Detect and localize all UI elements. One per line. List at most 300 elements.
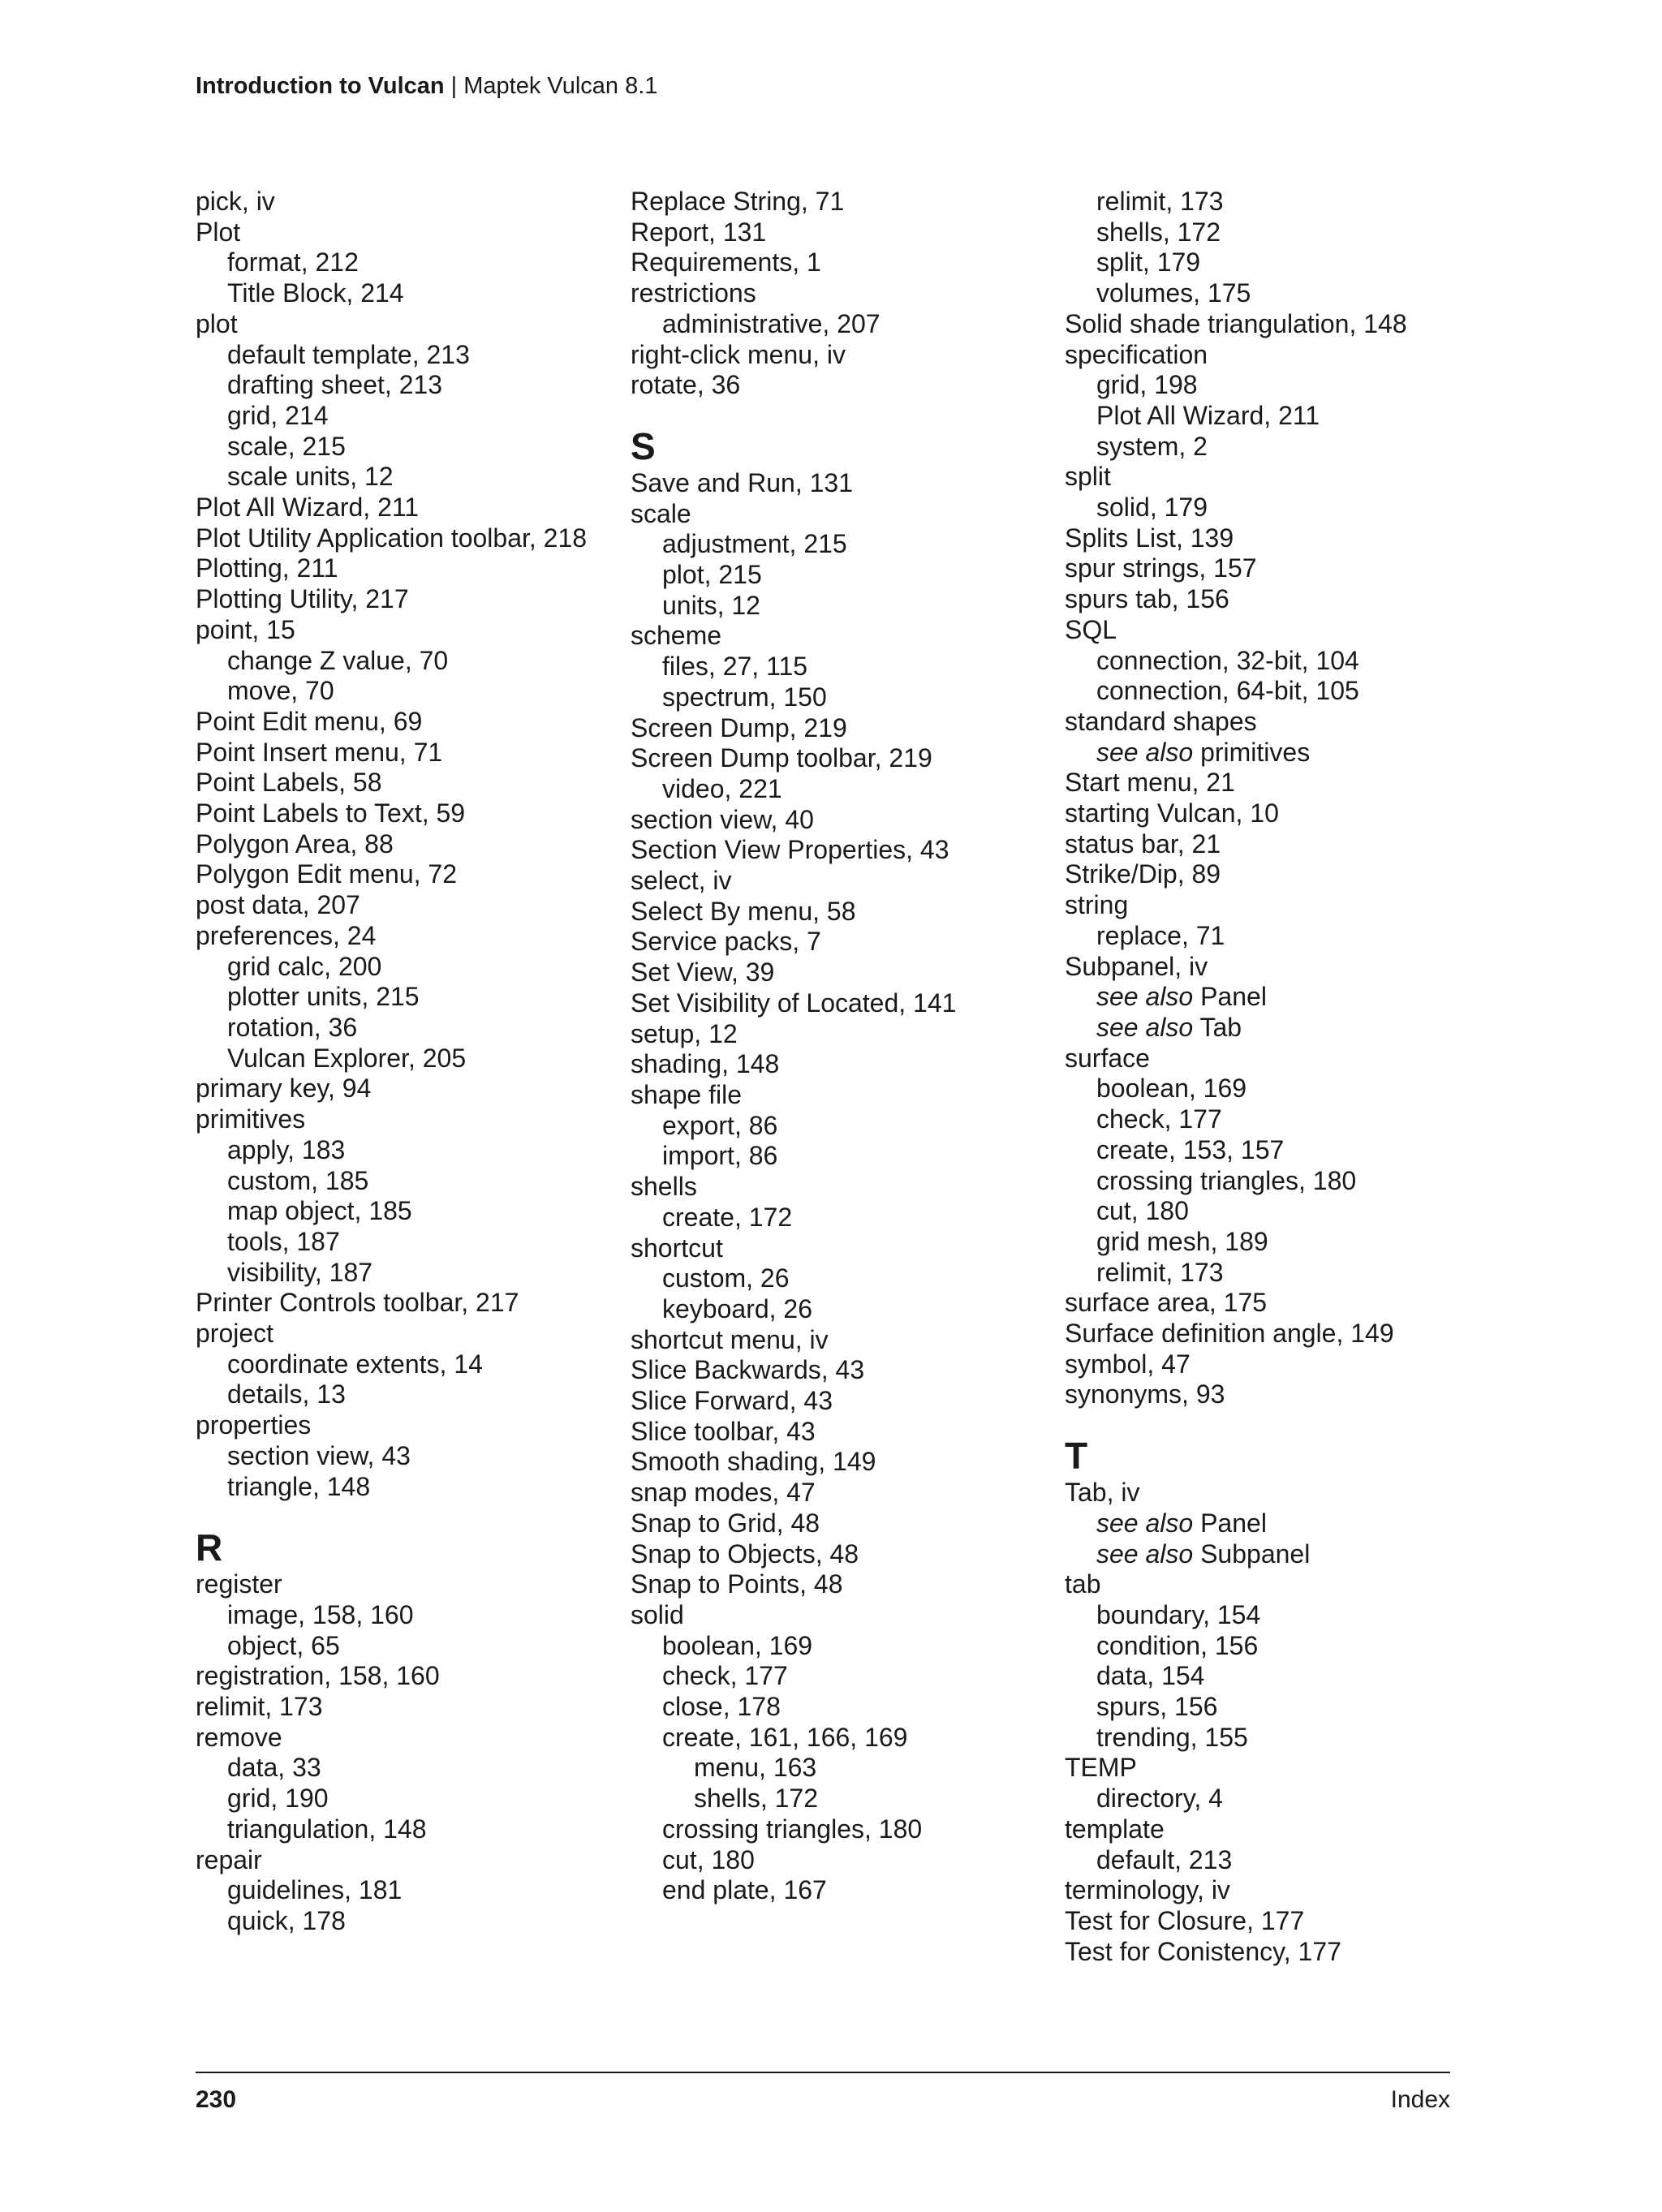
index-entry <box>1065 1875 1487 1906</box>
index-entry <box>631 247 1053 278</box>
index-entry-text: object, 65 <box>227 1630 340 1660</box>
index-entry-text: Slice toolbar, 43 <box>631 1416 816 1446</box>
index-entry-text: register <box>196 1569 282 1599</box>
index-entry-text: cut, 180 <box>662 1844 755 1874</box>
index-entry <box>631 743 1053 774</box>
index-entry <box>196 1074 618 1104</box>
index-entry-text: Point Edit menu, 69 <box>196 706 423 736</box>
index-entry-text: export, 86 <box>662 1110 778 1140</box>
index-entry <box>1065 798 1487 829</box>
index-entry-text: drafting sheet, 213 <box>227 370 443 400</box>
index-entry <box>631 927 1053 958</box>
index-entry <box>631 866 1053 897</box>
index-entry-text: Plotting, 211 <box>196 553 338 583</box>
index-entry-text: pick, iv <box>196 187 275 216</box>
index-entry-text: menu, 163 <box>694 1753 817 1783</box>
index-entry <box>631 278 1053 309</box>
index-entry-text: move, 70 <box>227 676 334 706</box>
index-letter-heading: S <box>631 424 656 467</box>
index-entry-text: Point Insert menu, 71 <box>196 737 443 767</box>
index-entry-text: symbol, 47 <box>1065 1349 1191 1379</box>
index-entry-text: apply, 183 <box>227 1134 346 1164</box>
index-entry-text: check, 177 <box>1096 1104 1222 1134</box>
index-entry-text: data, 33 <box>227 1753 321 1783</box>
index-entry-text: Plot <box>196 217 241 247</box>
index-entry-text: Snap to Grid, 48 <box>631 1508 820 1538</box>
index-subentry <box>1065 646 1487 677</box>
index-subentry <box>1065 432 1487 463</box>
index-subentry <box>631 529 1053 560</box>
index-subentry <box>1065 1166 1487 1197</box>
index-subentry <box>196 1784 618 1814</box>
index-subentry <box>1065 1784 1487 1814</box>
index-subentry <box>196 676 618 707</box>
index-entry-text: Replace String, 71 <box>631 187 845 216</box>
cross-reference-label: see also <box>1096 1012 1194 1042</box>
index-entry <box>631 1355 1053 1386</box>
index-entry-text: trending, 155 <box>1096 1722 1248 1752</box>
index-subentry <box>631 682 1053 713</box>
index-entry-text: create, 161, 166, 169 <box>662 1722 908 1752</box>
index-subentry <box>196 247 618 278</box>
index-entry-text: tab <box>1065 1569 1101 1599</box>
index-entry-text: files, 27, 115 <box>662 652 808 682</box>
index-entry <box>196 1692 618 1723</box>
index-entry-text: guidelines, 181 <box>227 1875 403 1905</box>
index-entry <box>196 1288 618 1319</box>
index-entry-text: visibility, 187 <box>227 1257 373 1287</box>
index-entry <box>631 1478 1053 1508</box>
index-entry-text: Subpanel <box>1193 1539 1311 1569</box>
index-entry-text: plot, 215 <box>662 560 762 590</box>
index-entry <box>1065 829 1487 860</box>
index-entry <box>1065 553 1487 584</box>
index-entry <box>1065 1906 1487 1937</box>
index-entry-text: Test for Conistency, 177 <box>1065 1936 1341 1966</box>
index-subentry <box>196 1044 618 1074</box>
index-entry-text: rotation, 36 <box>227 1012 358 1042</box>
index-subentry <box>196 278 618 309</box>
index-entry <box>196 523 618 554</box>
index-entry-text: scale, 215 <box>227 431 346 461</box>
index-entry <box>631 499 1053 530</box>
index-entry-text: tools, 187 <box>227 1226 340 1256</box>
index-subentry <box>196 1013 618 1044</box>
index-entry-text: Set View, 39 <box>631 958 775 988</box>
index-subentry <box>1065 493 1487 523</box>
index-subentry <box>196 646 618 677</box>
index-entry <box>1065 1478 1487 1508</box>
cross-reference-label: see also <box>1096 1539 1194 1569</box>
index-subentry <box>1065 1258 1487 1289</box>
index-entry-text: end plate, 167 <box>662 1875 827 1905</box>
index-subentry <box>196 1227 618 1258</box>
index-subentry <box>196 952 618 983</box>
page-number: 230 <box>196 2086 237 2113</box>
index-subentry <box>1065 1539 1487 1570</box>
index-entry-text: Screen Dump, 219 <box>631 712 847 742</box>
index-entry-text: default template, 213 <box>227 339 470 369</box>
index-entry <box>631 958 1053 988</box>
cross-reference-label: see also <box>1096 737 1194 767</box>
index-entry-text: primitives <box>196 1104 306 1134</box>
index-entry-text: import, 86 <box>662 1141 778 1171</box>
index-subentry <box>631 1692 1053 1723</box>
index-entry <box>196 1410 618 1441</box>
index-subentry <box>196 462 618 493</box>
index-entry-text: system, 2 <box>1096 431 1208 461</box>
index-entry-text: repair <box>196 1844 262 1874</box>
index-entry-text: video, 221 <box>662 773 782 803</box>
index-entry-text: standard shapes <box>1065 706 1257 736</box>
index-entry-text: Select By menu, 58 <box>631 896 856 926</box>
index-entry-text: Tab <box>1193 1012 1242 1042</box>
index-entry-text: scale <box>631 498 691 528</box>
index-entry <box>631 1325 1053 1356</box>
index-entry-text: surface <box>1065 1043 1150 1073</box>
index-entry <box>1065 1044 1487 1074</box>
index-entry-text: change Z value, 70 <box>227 645 449 675</box>
index-entry-text: connection, 32-bit, 104 <box>1096 645 1359 675</box>
index-subentry <box>196 1441 618 1472</box>
index-entry-text: registration, 158, 160 <box>196 1661 440 1691</box>
index-entry-text: adjustment, 215 <box>662 529 847 559</box>
index-entry-text: spurs tab, 156 <box>1065 584 1229 614</box>
index-entry <box>631 1508 1053 1539</box>
index-column-3 <box>1065 187 1487 1967</box>
index-subentry <box>1065 1631 1487 1662</box>
index-subentry <box>1065 738 1487 768</box>
index-entry-text: data, 154 <box>1096 1661 1205 1691</box>
index-entry-text: remove <box>196 1722 282 1752</box>
index-subentry <box>196 1135 618 1166</box>
index-entry-text: triangulation, 148 <box>227 1814 427 1844</box>
index-entry-text: grid calc, 200 <box>227 951 382 981</box>
index-entry-text: Section View Properties, 43 <box>631 835 949 865</box>
index-subentry <box>1065 278 1487 309</box>
index-entry <box>1065 340 1487 371</box>
index-entry-text: Screen Dump toolbar, 219 <box>631 743 932 773</box>
index-entry-text: setup, 12 <box>631 1018 738 1048</box>
index-entry-text: relimit, 173 <box>1096 187 1224 216</box>
index-entry-text: Requirements, 1 <box>631 247 821 278</box>
index-entry-text: TEMP <box>1065 1753 1137 1783</box>
index-subentry <box>1065 217 1487 248</box>
index-entry <box>196 1569 618 1600</box>
index-entry-text: status bar, 21 <box>1065 828 1221 859</box>
index-entry <box>1065 1814 1487 1845</box>
index-entry-text: spur strings, 157 <box>1065 553 1257 583</box>
index-subentry <box>1065 1508 1487 1539</box>
index-subentry <box>631 1294 1053 1325</box>
index-entry <box>1065 952 1487 983</box>
index-entry <box>631 1386 1053 1417</box>
index-entry-text: crossing triangles, 180 <box>662 1814 923 1844</box>
index-entry <box>1065 309 1487 340</box>
index-entry-text: close, 178 <box>662 1692 781 1722</box>
index-entry <box>196 1661 618 1692</box>
index-subentry <box>1065 1196 1487 1227</box>
index-entry-text: units, 12 <box>662 590 760 620</box>
index-entry <box>196 553 618 584</box>
index-subentry <box>631 1723 1053 1754</box>
index-entry <box>631 1233 1053 1264</box>
index-entry-text: specification <box>1065 339 1208 369</box>
index-subentry <box>196 432 618 463</box>
index-subentry <box>196 1166 618 1197</box>
index-entry-text: properties <box>196 1410 312 1440</box>
index-subentry <box>196 1875 618 1906</box>
index-entry-text: Smooth shading, 149 <box>631 1447 876 1477</box>
index-entry <box>1065 1379 1487 1410</box>
footer-divider <box>196 2072 1450 2073</box>
index-entry-text: Panel <box>1193 1508 1267 1538</box>
index-entry <box>631 370 1053 401</box>
index-entry-text: custom, 185 <box>227 1165 369 1195</box>
index-subentry <box>196 1753 618 1784</box>
index-subentry <box>631 774 1053 805</box>
index-entry <box>1065 584 1487 615</box>
index-letter-heading: T <box>1065 1435 1088 1478</box>
index-entry <box>1065 523 1487 554</box>
index-entry <box>1065 859 1487 890</box>
index-entry <box>631 835 1053 866</box>
index-subentry <box>631 1845 1053 1876</box>
index-entry-text: Tab, iv <box>1065 1478 1140 1508</box>
index-entry-text: condition, 156 <box>1096 1630 1259 1660</box>
index-entry-text: select, iv <box>631 866 732 896</box>
index-entry-text: boolean, 169 <box>1096 1074 1247 1104</box>
index-entry-text: image, 158, 160 <box>227 1599 414 1629</box>
index-subentry <box>196 1814 618 1845</box>
index-entry-text: Test for Closure, 177 <box>1065 1905 1305 1935</box>
index-entry <box>1065 1753 1487 1784</box>
index-entry-text: Start menu, 21 <box>1065 768 1235 798</box>
index-entry <box>631 1172 1053 1203</box>
index-subentry <box>1065 1661 1487 1692</box>
index-entry-text: relimit, 173 <box>196 1692 323 1722</box>
index-entry-text: Point Labels to Text, 59 <box>196 798 466 828</box>
index-subentry <box>1065 1104 1487 1135</box>
index-entry-text: quick, 178 <box>227 1905 346 1935</box>
index-entry-text: replace, 71 <box>1096 920 1225 950</box>
index-entry-text: Polygon Edit menu, 72 <box>196 859 457 889</box>
index-entry-text: Save and Run, 131 <box>631 467 853 497</box>
index-entry-text: section view, 40 <box>631 804 814 834</box>
index-entry-text: Strike/Dip, 89 <box>1065 859 1221 889</box>
index-entry <box>1065 462 1487 493</box>
index-subentry <box>631 1875 1053 1906</box>
index-entry-text: Solid shade triangulation, 148 <box>1065 308 1407 338</box>
index-entry-text: Set Visibility of Located, 141 <box>631 988 957 1018</box>
index-entry <box>196 309 618 340</box>
index-entry-text: snap modes, 47 <box>631 1478 816 1508</box>
index-subentry <box>196 1631 618 1662</box>
index-subentry <box>631 1753 1053 1784</box>
index-subentry <box>1065 1227 1487 1258</box>
page-header <box>196 70 657 102</box>
index-entry-text: Title Block, 214 <box>227 278 404 308</box>
index-entry <box>196 187 618 217</box>
index-subentry <box>196 1472 618 1503</box>
index-entry-text: shape file <box>631 1079 742 1109</box>
index-entry-text: map object, 185 <box>227 1196 412 1226</box>
index-entry <box>1065 707 1487 738</box>
index-entry-text: Plot All Wizard, 211 <box>1096 400 1320 430</box>
index-entry <box>196 707 618 738</box>
index-entry-text: grid, 198 <box>1096 370 1198 400</box>
index-entry-text: Splits List, 139 <box>1065 523 1234 553</box>
index-entry-text: boolean, 169 <box>662 1630 813 1660</box>
index-entry-text: crossing triangles, 180 <box>1096 1165 1357 1195</box>
index-entry <box>196 1104 618 1135</box>
index-entry <box>631 1539 1053 1570</box>
index-subentry <box>1065 187 1487 217</box>
index-entry <box>631 468 1053 499</box>
index-entry-text: custom, 26 <box>662 1263 790 1293</box>
index-subentry <box>631 1203 1053 1233</box>
index-entry-text: grid mesh, 189 <box>1096 1226 1268 1256</box>
index-entry-text: Surface definition angle, 149 <box>1065 1319 1394 1349</box>
index-subentry <box>631 591 1053 622</box>
index-entry-text: scheme <box>631 621 722 651</box>
index-entry-text: relimit, 173 <box>1096 1257 1224 1287</box>
index-entry-text: primary key, 94 <box>196 1074 372 1104</box>
index-entry-text: shading, 148 <box>631 1049 780 1079</box>
index-entry-text: Report, 131 <box>631 217 767 247</box>
index-entry-text: triangle, 148 <box>227 1471 371 1501</box>
index-entry <box>1065 615 1487 646</box>
index-entry-text: create, 153, 157 <box>1096 1134 1285 1164</box>
index-entry-text: solid <box>631 1599 684 1629</box>
index-subentry <box>1065 247 1487 278</box>
index-entry <box>196 493 618 523</box>
index-entry-text: Printer Controls toolbar, 217 <box>196 1288 519 1318</box>
index-entry <box>1065 1319 1487 1349</box>
index-entry-text: Vulcan Explorer, 205 <box>227 1043 467 1073</box>
index-entry <box>1065 1349 1487 1380</box>
index-entry-text: Plot Utility Application toolbar, 218 <box>196 523 588 553</box>
index-subentry <box>196 370 618 401</box>
index-entry <box>631 805 1053 836</box>
index-subentry <box>631 1661 1053 1692</box>
index-subentry <box>196 1196 618 1227</box>
index-subentry <box>1065 401 1487 432</box>
index-entry <box>196 1845 618 1876</box>
footer-section-name: Index <box>1390 2086 1450 2113</box>
index-entry-text: Subpanel, iv <box>1065 951 1208 981</box>
index-entry <box>631 897 1053 927</box>
index-entry-text: plotter units, 215 <box>227 982 420 1012</box>
index-entry-text: surface area, 175 <box>1065 1288 1268 1318</box>
index-subentry <box>196 1258 618 1289</box>
index-subentry <box>631 1784 1053 1814</box>
document-title: Introduction to Vulcan <box>196 73 445 99</box>
index-entry-text: split, 179 <box>1096 247 1201 278</box>
index-subentry <box>196 1600 618 1631</box>
index-entry-text: Panel <box>1193 982 1267 1012</box>
document-subtitle: | Maptek Vulcan 8.1 <box>444 73 658 99</box>
index-entry <box>196 829 618 860</box>
index-entry-text: right-click menu, iv <box>631 339 846 369</box>
index-entry <box>631 187 1053 217</box>
index-entry <box>631 1569 1053 1600</box>
index-entry-text: template <box>1065 1814 1165 1844</box>
index-entry <box>631 1417 1053 1448</box>
index-column-2 <box>631 187 1053 1906</box>
index-entry-text: keyboard, 26 <box>662 1293 813 1323</box>
index-entry <box>1065 1569 1487 1600</box>
index-subentry <box>1065 1723 1487 1754</box>
index-entry-text: Snap to Objects, 48 <box>631 1539 859 1569</box>
index-subentry <box>1065 1845 1487 1876</box>
index-subentry <box>196 340 618 371</box>
index-entry-text: plot <box>196 308 238 338</box>
index-entry-text: grid, 214 <box>227 400 329 430</box>
index-entry-text: Slice Backwards, 43 <box>631 1355 865 1385</box>
index-entry-text: project <box>196 1319 274 1349</box>
index-entry-text: restrictions <box>631 278 756 308</box>
index-entry-text: create, 172 <box>662 1202 793 1232</box>
index-subentry <box>1065 1692 1487 1723</box>
index-entry <box>196 584 618 615</box>
index-subentry <box>1065 982 1487 1013</box>
index-entry-text: Point Labels, 58 <box>196 768 382 798</box>
index-entry-text: Slice Forward, 43 <box>631 1386 833 1416</box>
index-subentry <box>631 1814 1053 1845</box>
index-entry-text: scale units, 12 <box>227 462 394 492</box>
index-entry-text: split <box>1065 462 1111 492</box>
index-entry-text: Plot All Wizard, 211 <box>196 493 420 523</box>
index-entry <box>631 1600 1053 1631</box>
index-entry-text: point, 15 <box>196 614 295 644</box>
index-entry <box>196 921 618 952</box>
index-entry-text: shortcut <box>631 1233 723 1263</box>
index-entry <box>196 217 618 248</box>
index-entry <box>631 621 1053 652</box>
index-entry-text: starting Vulcan, 10 <box>1065 798 1279 828</box>
index-entry <box>631 340 1053 371</box>
index-column-1 <box>196 187 618 1937</box>
index-subentry <box>1065 370 1487 401</box>
index-entry <box>631 217 1053 248</box>
index-entry <box>196 890 618 921</box>
index-entry <box>196 738 618 768</box>
index-subentry <box>196 1379 618 1410</box>
index-entry-text: details, 13 <box>227 1379 346 1409</box>
index-entry-text: shortcut menu, iv <box>631 1324 829 1354</box>
index-entry-text: grid, 190 <box>227 1784 329 1814</box>
index-entry <box>631 1447 1053 1478</box>
index-entry-text: spurs, 156 <box>1096 1692 1218 1722</box>
index-subentry <box>631 652 1053 682</box>
index-subentry <box>1065 1074 1487 1104</box>
cross-reference-label: see also <box>1096 982 1194 1012</box>
index-subentry <box>196 401 618 432</box>
index-entry <box>631 1080 1053 1111</box>
index-subentry <box>196 1906 618 1937</box>
cross-reference-label: see also <box>1096 1508 1194 1538</box>
index-subentry <box>631 1141 1053 1172</box>
index-subentry <box>1065 921 1487 952</box>
index-entry <box>631 1019 1053 1050</box>
index-entry <box>196 798 618 829</box>
index-entry-text: SQL <box>1065 614 1117 644</box>
index-subentry <box>196 982 618 1013</box>
index-subentry <box>631 1631 1053 1662</box>
index-entry <box>1065 1937 1487 1968</box>
index-entry <box>196 768 618 798</box>
